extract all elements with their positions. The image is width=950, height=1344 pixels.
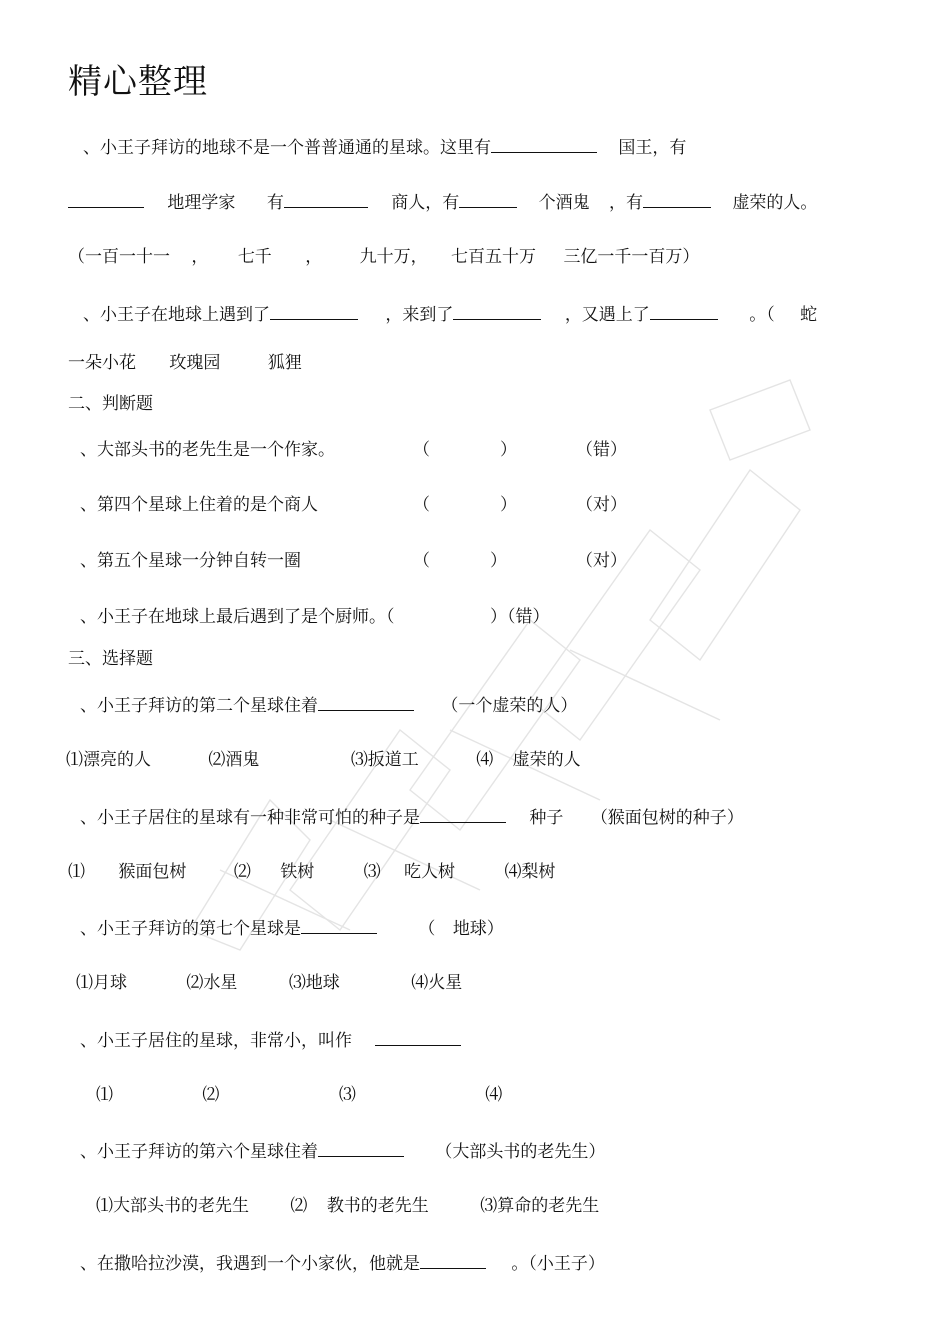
answer-blank[interactable] — [318, 694, 414, 711]
question-text: 、小王子拜访的第二个星球住着 — [80, 696, 318, 716]
choice-question — [80, 1252, 605, 1274]
option: ， — [191, 247, 209, 267]
question-text: 、小王子拜访的第六个星球住着 — [80, 1142, 318, 1162]
answer: 地球） — [452, 919, 504, 939]
question-text: 、小王子在地球上最后遇到了是个厨师。（ — [80, 607, 395, 627]
question-text: 、小王子拜访的地球不是一个普普通通的星球。这里有 — [83, 138, 491, 158]
choice-question — [80, 917, 504, 939]
choice-question — [80, 694, 577, 716]
judge-item — [80, 551, 301, 571]
question-text: 。 — [511, 1254, 529, 1274]
question-text: 。（ — [749, 305, 775, 325]
question-text: ，有 — [609, 193, 644, 213]
answer-blank[interactable] — [491, 136, 597, 153]
option: ⑷梨树 — [504, 862, 556, 882]
option: ⑴月球 — [76, 973, 127, 993]
answer-blank[interactable] — [453, 303, 541, 320]
paren-open: （ — [413, 495, 430, 515]
option: ⑶ — [363, 862, 381, 882]
question-text: 、小王子在地球上遇到了 — [83, 305, 270, 325]
question-text: 、在撒哈拉沙漠，我遇到一个小家伙，他就是 — [80, 1254, 420, 1274]
answer: （对） — [576, 495, 627, 515]
question-1 — [83, 136, 686, 158]
question-text: 商人，有 — [391, 193, 460, 213]
choice-options — [76, 973, 462, 993]
question-text: 国王，有 — [618, 138, 687, 158]
question-text: 、小王子居住的星球有一种非常可怕的种子是 — [80, 808, 420, 828]
question-text: 个酒鬼 — [538, 193, 590, 213]
answer-blank[interactable] — [68, 191, 144, 208]
choice-options — [68, 862, 555, 882]
option: ⑵酒鬼 — [208, 750, 260, 770]
question-text: 、小王子居住的星球，非常小，叫作 — [80, 1031, 352, 1051]
option: 玫瑰园 — [169, 353, 221, 373]
question-2-options — [68, 353, 302, 373]
answer: （错） — [576, 440, 627, 460]
question-2 — [83, 303, 817, 325]
answer-blank[interactable] — [643, 191, 711, 208]
option: ⑷火星 — [411, 973, 463, 993]
choice-options — [96, 1196, 599, 1216]
answer-blank[interactable] — [459, 191, 517, 208]
page-title: 精心整理 — [68, 62, 208, 102]
option: ⑷ — [476, 750, 494, 770]
question-1-options — [68, 247, 699, 267]
option: 一朵小花 — [68, 353, 136, 373]
option: 七百五十万 — [451, 247, 537, 267]
option: （一百一十一 — [68, 247, 170, 267]
paren-close: ） — [500, 495, 517, 515]
option: 七千 — [237, 247, 272, 267]
question-1-cont — [68, 191, 817, 213]
question-text: 地理学家 — [167, 193, 236, 213]
option: ⑶ — [338, 1085, 356, 1105]
option: ⑶地球 — [288, 973, 340, 993]
choice-options — [96, 1085, 502, 1105]
question-text: 、第五个星球一分钟自转一圈 — [80, 551, 301, 571]
choice-options — [66, 750, 581, 770]
option: 教书的老先生 — [326, 1196, 429, 1216]
option: ⑵ — [233, 862, 251, 882]
option: ⑷ — [485, 1085, 503, 1105]
answer-blank[interactable] — [284, 191, 368, 208]
judge-item — [80, 607, 395, 627]
question-text: 种子 — [529, 808, 564, 828]
option: 虚荣的人 — [512, 750, 581, 770]
judge-item — [80, 440, 335, 460]
paren-close: ） — [500, 440, 517, 460]
option: ⑴ — [68, 862, 85, 882]
paren-open: （ — [413, 440, 430, 460]
answer: （ — [418, 919, 436, 939]
answer-blank[interactable] — [301, 917, 377, 934]
option: 三亿一千一百万） — [563, 247, 700, 267]
option: ⑴大部头书的老先生 — [96, 1196, 249, 1216]
answer: （猴面包树的种子） — [590, 808, 744, 828]
answer: ）（错） — [490, 607, 550, 627]
section-heading: 三、选择题 — [68, 649, 153, 669]
question-text: 、第四个星球上住着的是个商人 — [80, 495, 318, 515]
paren-open: （ — [413, 551, 430, 571]
answer: （对） — [576, 551, 627, 571]
question-text: ，来到了 — [385, 305, 454, 325]
section-heading: 二、判断题 — [68, 394, 153, 414]
answer-blank[interactable] — [270, 303, 358, 320]
choice-question — [80, 1029, 461, 1051]
answer: （大部头书的老先生） — [435, 1142, 606, 1162]
answer: （小王子） — [528, 1254, 605, 1274]
answer-blank[interactable] — [420, 806, 506, 823]
question-text: 虚荣的人。 — [732, 193, 818, 213]
option: 九十万， — [359, 247, 428, 267]
option: 狐狸 — [267, 353, 302, 373]
question-text: ，又遇上了 — [564, 305, 650, 325]
option: 猴面包树 — [118, 862, 187, 882]
answer-blank[interactable] — [650, 303, 718, 320]
question-text: 、大部头书的老先生是一个作家。 — [80, 440, 335, 460]
paren-close: ） — [490, 551, 507, 571]
choice-question — [80, 1140, 605, 1162]
option: ⑶算命的老先生 — [480, 1196, 600, 1216]
option: ⑵水星 — [186, 973, 238, 993]
option: ， — [305, 247, 323, 267]
option: ⑵ — [202, 1085, 220, 1105]
question-text: 有 — [266, 193, 284, 213]
option: ⑴漂亮的人 — [66, 750, 151, 770]
option: 吃人树 — [404, 862, 456, 882]
question-text: 、小王子拜访的第七个星球是 — [80, 919, 301, 939]
option: ⑶扳道工 — [350, 750, 419, 770]
option: ⑵ — [290, 1196, 308, 1216]
judge-item — [80, 495, 318, 515]
answer-blank[interactable] — [318, 1140, 404, 1157]
option: 蛇 — [800, 305, 818, 325]
answer-blank[interactable] — [375, 1029, 461, 1046]
option: 铁树 — [280, 862, 315, 882]
choice-question — [80, 806, 744, 828]
answer: （一个虚荣的人） — [441, 696, 578, 716]
answer-blank[interactable] — [420, 1252, 486, 1269]
option: ⑴ — [96, 1085, 113, 1105]
